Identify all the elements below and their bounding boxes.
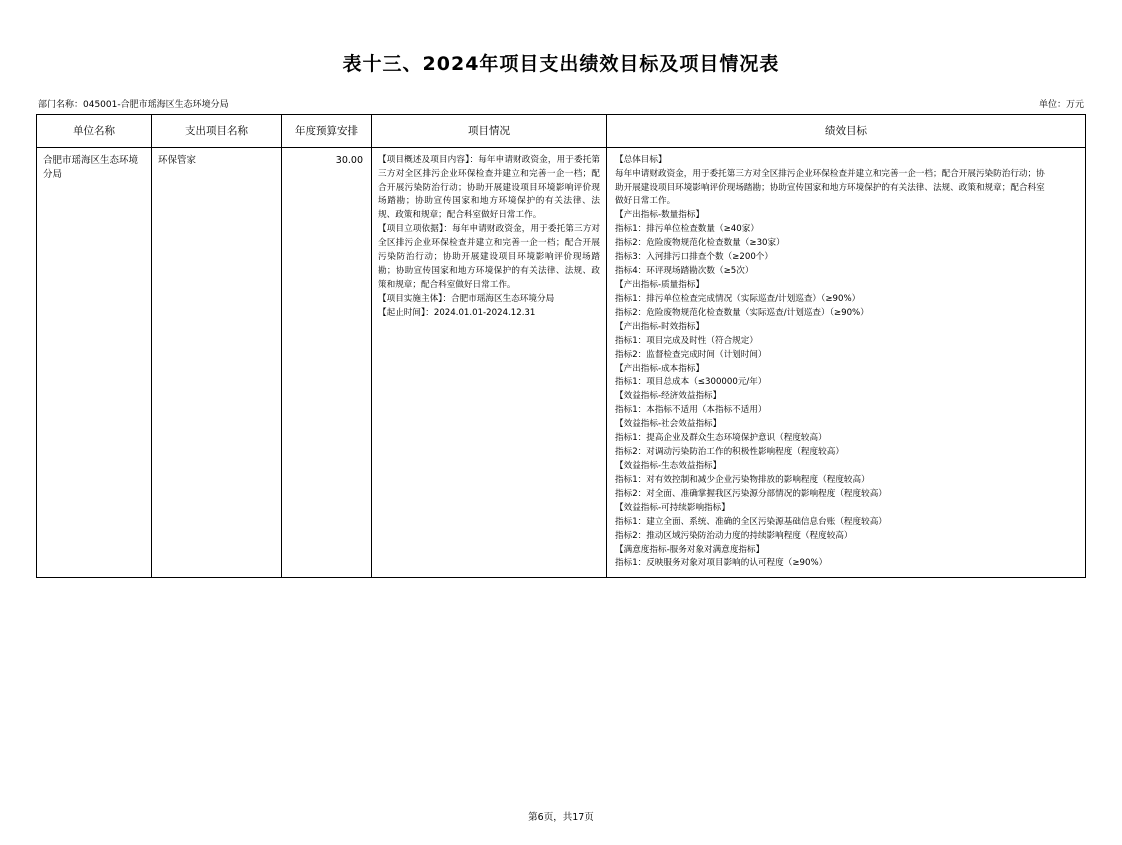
goal-line: 【产出指标-成本指标】 [615, 363, 705, 374]
goal-line: 指标3：入河排污口排查个数（≥200个） [615, 252, 773, 263]
header-performance-goal: 绩效目标 [607, 114, 1086, 147]
table-header-row [37, 114, 1086, 147]
goal-line: 指标1：提高企业及群众生态环境保护意识（程度较高） [615, 433, 827, 444]
goal-line: 做好日常工作。 [615, 196, 676, 207]
goal-line: 指标1：对有效控制和减少企业污染物排放的影响程度（程度较高） [615, 474, 870, 485]
goal-line: 【效益指标-经济效益指标】 [615, 391, 722, 402]
goal-line: 每年申请财政资金，用于委托第三方对全区排污企业环保检查并建立和完善一企一档；配合开展污染防治行动；协 [615, 168, 1045, 179]
header-unit-name: 单位名称 [37, 114, 152, 147]
goal-line: 【效益指标-社会效益指标】 [615, 419, 722, 430]
goal-line: 【满意度指标-服务对象对满意度指标】 [615, 544, 765, 555]
goal-line: 指标1：项目完成及时性（符合规定） [615, 335, 758, 346]
goal-line: 指标1：反映服务对象对项目影响的认可程度（≥90%） [615, 558, 828, 569]
document-meta [36, 97, 1086, 110]
goal-line: 指标2：监督检查完成时间（计划时间） [615, 349, 767, 360]
goal-line: 助开展建设项目环境影响评价现场踏勘；协助宣传国家和地方环境保护的有关法律、法规、政策和规章；配合科室 [615, 182, 1045, 193]
page-title: 表十三、2024年项目支出绩效目标及项目情况表 [342, 53, 780, 75]
page-footer: 第6页，共17页 [528, 812, 594, 823]
situation-paragraph: 【项目概述及项目内容】：每年申请财政资金，用于委托第三方对全区排污企业环保检查并建立和完善一企一档；配合开展污染防治行动；协助开展建设项目环境影响评价现场踏勘；协助宣传国家和地方环境保护的有关法律、法规、政策和规章；配合科室做好日常工作。 [378, 154, 600, 221]
goal-line: 指标1：建立全面、系统、准确的全区污染源基础信息台账（程度较高） [615, 516, 887, 527]
goal-line: 【效益指标-可持续影响指标】 [615, 502, 730, 513]
goal-line: 【产出指标-时效指标】 [615, 321, 705, 332]
situation-paragraph: 【起止时间】：2024.01.01-2024.12.31 [378, 307, 536, 318]
situation-paragraph: 【项目立项依据】：每年申请财政资金，用于委托第三方对全区排污企业环保检查并建立和完善一企一档；配合开展污染防治行动；协助开展建设项目环境影响评价现场踏勘；协助宣传国家和地方环境保护的有关法律、法规、政策和规章；配合科室做好日常工作。 [378, 224, 600, 290]
goal-line: 指标1：排污单位检查数量（≥40家） [615, 224, 759, 235]
goal-line: 【效益指标-生态效益指标】 [615, 460, 722, 471]
table-row [37, 147, 1086, 578]
goal-line: 指标1：排污单位检查完成情况（实际巡查/计划巡查）（≥90%） [615, 293, 861, 304]
document-page [0, 52, 1122, 845]
cell-situation [372, 147, 607, 578]
goal-line: 指标1：本指标不适用（本指标不适用） [615, 405, 767, 416]
goal-line: 指标2：推动区域污染防治动力度的持续影响程度（程度较高） [615, 530, 853, 541]
goal-line: 指标2：对全面、准确掌握我区污染源分部情况的影响程度（程度较高） [615, 488, 887, 499]
header-budget: 年度预算安排 [282, 114, 372, 147]
department-label: 部门名称：045001-合肥市瑶海区生态环境分局 [38, 99, 229, 110]
goal-line: 【产出指标-数量指标】 [615, 210, 705, 221]
goal-line: 指标2：对调动污染防治工作的积极性影响程度（程度较高） [615, 447, 844, 458]
goal-line: 【总体目标】 [615, 154, 667, 165]
goal-line: 指标2：危险废物规范化检查数量（≥30家） [615, 238, 785, 249]
cell-budget: 30.00 [282, 147, 372, 578]
performance-goal-table [36, 114, 1086, 579]
goal-line: 【产出指标-质量指标】 [615, 279, 705, 290]
cell-project-name: 环保管家 [152, 147, 282, 578]
cell-unit-name: 合肥市瑶海区生态环境分局 [37, 147, 152, 578]
goal-line: 指标1：项目总成本（≤300000元/年） [615, 377, 767, 388]
situation-paragraph: 【项目实施主体】：合肥市瑶海区生态环境分局 [378, 293, 555, 304]
goal-line: 指标2：危险废物规范化检查数量（实际巡查/计划巡查）（≥90%） [615, 307, 869, 318]
unit-label: 单位：万元 [1038, 99, 1084, 110]
header-situation: 项目情况 [372, 114, 607, 147]
cell-performance-goal [607, 147, 1086, 578]
header-project-name: 支出项目名称 [152, 114, 282, 147]
goal-line: 指标4：环评现场踏勘次数（≥5次） [615, 266, 754, 277]
